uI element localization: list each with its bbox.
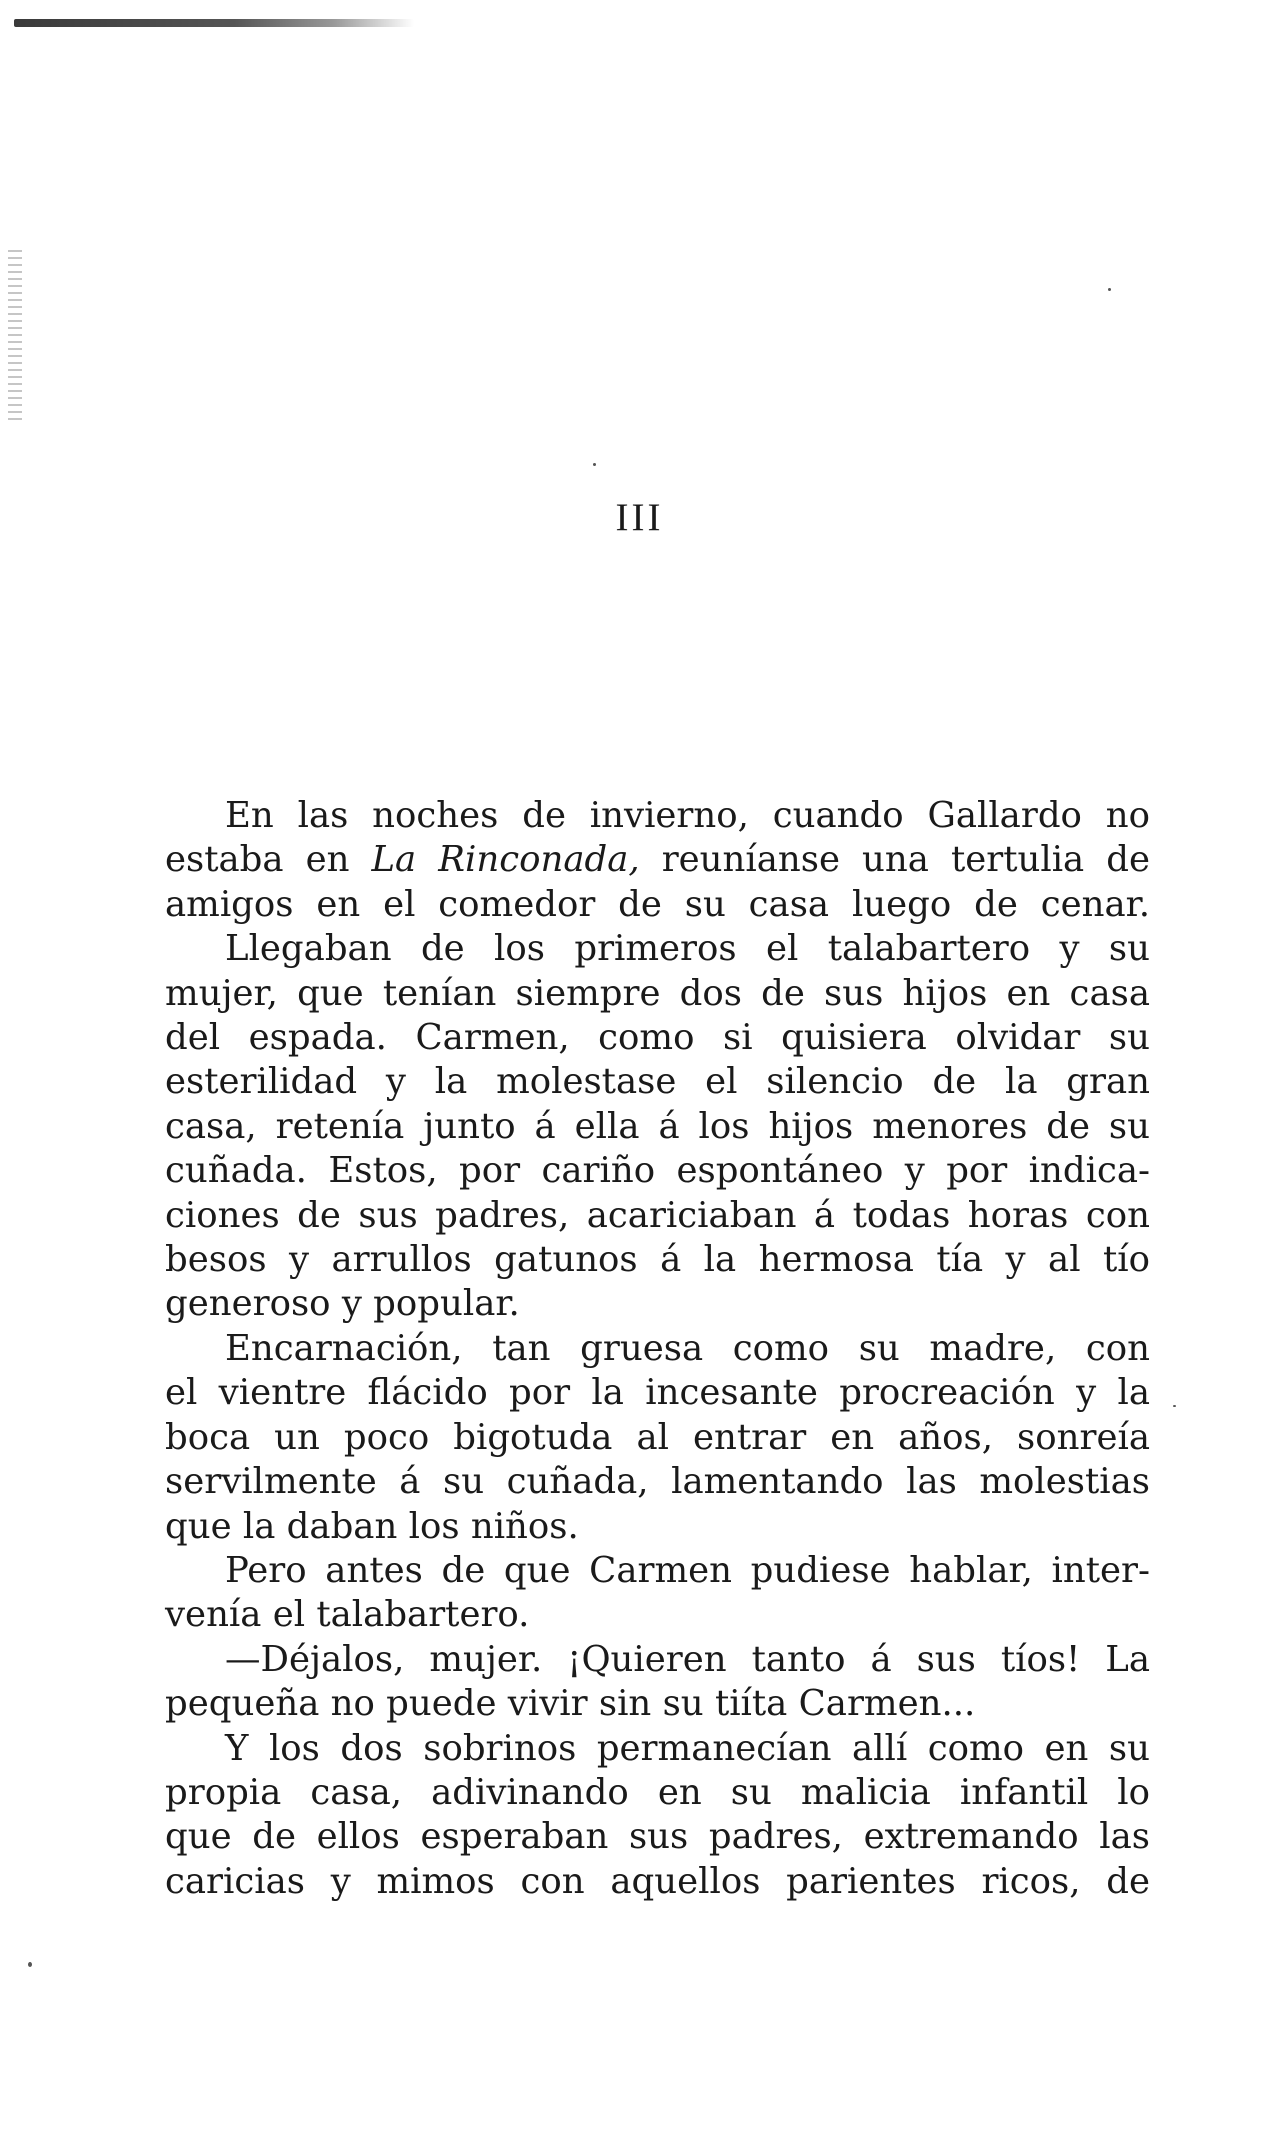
text-line: boca un poco bigotuda al entrar en años, sonreía bbox=[165, 1416, 1150, 1458]
italic-title: La Rinconada, bbox=[371, 839, 640, 881]
text-line: cuñada. Estos, por cariño espontáneo y por indica- bbox=[165, 1150, 1150, 1192]
text-line: pequeña no puede vivir sin su tiíta Carmen... bbox=[165, 1683, 976, 1725]
speck bbox=[1108, 288, 1111, 291]
text-line: el vientre flácido por la incesante procreación y la bbox=[165, 1372, 1150, 1414]
text-line: —Déjalos, mujer. ¡Quieren tanto á sus tíos! La bbox=[225, 1638, 1150, 1680]
text-line: En las noches de invierno, cuando Gallardo no bbox=[225, 795, 1150, 836]
text-run: reuníanse una tertulia de bbox=[639, 839, 1150, 881]
text-line: del espada. Carmen, como si quisiera olvidar su bbox=[165, 1017, 1150, 1059]
text-line: amigos en el comedor de su casa luego de cenar. bbox=[165, 883, 1150, 925]
text-line: venía el talabartero. bbox=[165, 1594, 530, 1636]
text-run: estaba en bbox=[165, 839, 372, 881]
text-line: mujer, que tenían siempre dos de sus hijos en casa bbox=[165, 972, 1150, 1014]
margin-marks bbox=[8, 250, 22, 420]
text-line: ciones de sus padres, acariciaban á todas horas con bbox=[165, 1194, 1150, 1236]
body-text bbox=[165, 794, 1150, 1904]
speck bbox=[1173, 1405, 1176, 1407]
text-line: que de ellos esperaban sus padres, extremando las bbox=[165, 1816, 1150, 1858]
top-rule bbox=[14, 19, 414, 27]
text-line: generoso y popular. bbox=[165, 1283, 520, 1325]
text-line: caricias y mimos con aquellos parientes ricos, de bbox=[165, 1860, 1150, 1902]
text-line: casa, retenía junto á ella á los hijos menores de su bbox=[165, 1105, 1150, 1147]
text-line: Y los dos sobrinos permanecían allí como en su bbox=[225, 1727, 1150, 1769]
speck bbox=[593, 463, 596, 466]
text-line: Llegaban de los primeros el talabartero y su bbox=[225, 928, 1150, 970]
speck bbox=[28, 1962, 32, 1967]
text-line: esterilidad y la molestase el silencio de la gran bbox=[165, 1061, 1150, 1103]
text-line: propia casa, adivinando en su malicia infantil lo bbox=[165, 1771, 1150, 1813]
text-line: besos y arrullos gatunos á la hermosa tía y al tío bbox=[165, 1239, 1150, 1281]
text-line: servilmente á su cuñada, lamentando las molestias bbox=[165, 1461, 1150, 1503]
chapter-heading: III bbox=[615, 496, 664, 539]
text-line bbox=[165, 838, 1150, 882]
text-line: Encarnación, tan gruesa como su madre, con bbox=[225, 1327, 1150, 1369]
text-line: Pero antes de que Carmen pudiese hablar, inter- bbox=[225, 1549, 1150, 1591]
text-line: que la daban los niños. bbox=[165, 1505, 579, 1547]
